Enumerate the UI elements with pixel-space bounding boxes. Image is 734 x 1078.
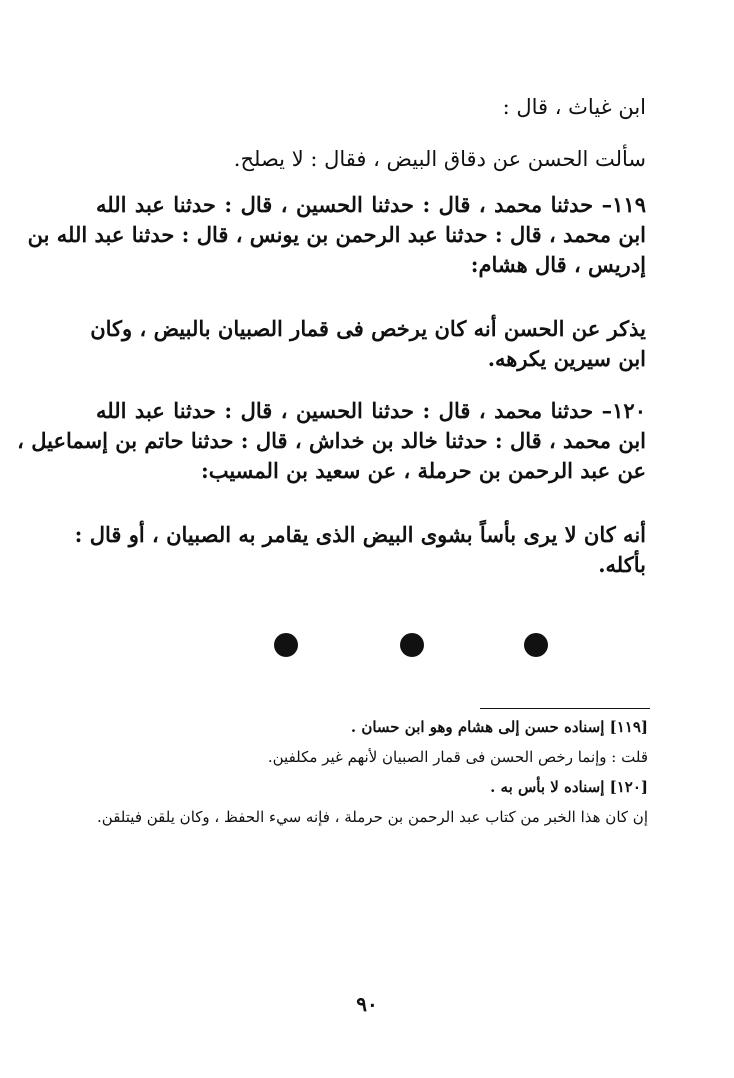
text-line: ابن سيرين يكرهه. <box>487 346 646 371</box>
text-line: ابن محمد ، قال : حدثنا عبد الرحمن بن يونس ، قال : حدثنا عبد الله بن <box>27 222 646 247</box>
hadith-119-isnad <box>27 190 646 280</box>
dot-icon <box>524 633 548 657</box>
footnotes <box>97 712 648 832</box>
footnote-line: [١٢٠] إسناده لا بأس به . <box>490 778 648 796</box>
hadith-120-matn <box>74 520 646 580</box>
dot-icon <box>274 633 298 657</box>
page-number: ٩٠ <box>356 992 378 1016</box>
paragraph-2 <box>96 144 646 174</box>
section-separator <box>0 631 734 659</box>
text-line: عن عبد الرحمن بن حرملة ، عن سعيد بن المسيب: <box>200 458 646 483</box>
text-line: ١٢٠– حدثنا محمد ، قال : حدثنا الحسين ، قال : حدثنا عبد الله <box>96 398 646 423</box>
dot-icon <box>400 633 424 657</box>
hadith-120-isnad <box>17 396 646 486</box>
hadith-119-matn <box>90 314 646 374</box>
text-line: ابن محمد ، قال : حدثنا خالد بن خداش ، قال : حدثنا حاتم بن إسماعيل ، <box>17 428 646 453</box>
text-line: ابن غياث ، قال : <box>502 95 646 119</box>
paragraph-1 <box>96 92 646 122</box>
footnote-line: قلت : وإنما رخص الحسن فى قمار الصبيان لأنهم غير مكلفين. <box>267 748 648 766</box>
text-line: إدريس ، قال هشام: <box>470 252 646 277</box>
text-line: سألت الحسن عن دقاق البيض ، فقال : لا يصلح. <box>233 147 646 171</box>
text-line: ١١٩– حدثنا محمد ، قال : حدثنا الحسين ، قال : حدثنا عبد الله <box>96 192 646 217</box>
text-line: بأكله. <box>598 552 646 577</box>
text-line: أنه كان لا يرى بأساً بشوى البيض الذى يقامر به الصبيان ، أو قال : <box>74 522 646 547</box>
footnote-divider <box>480 708 650 709</box>
footnote-line: [١١٩] إسناده حسن إلى هشام وهو ابن حسان . <box>350 718 648 736</box>
text-line: يذكر عن الحسن أنه كان يرخص فى قمار الصبيان بالبيض ، وكان <box>90 316 646 341</box>
footnote-line: إن كان هذا الخبر من كتاب عبد الرحمن بن حرملة ، فإنه سيء الحفظ ، وكان يلقن فيتلقن. <box>97 808 648 826</box>
